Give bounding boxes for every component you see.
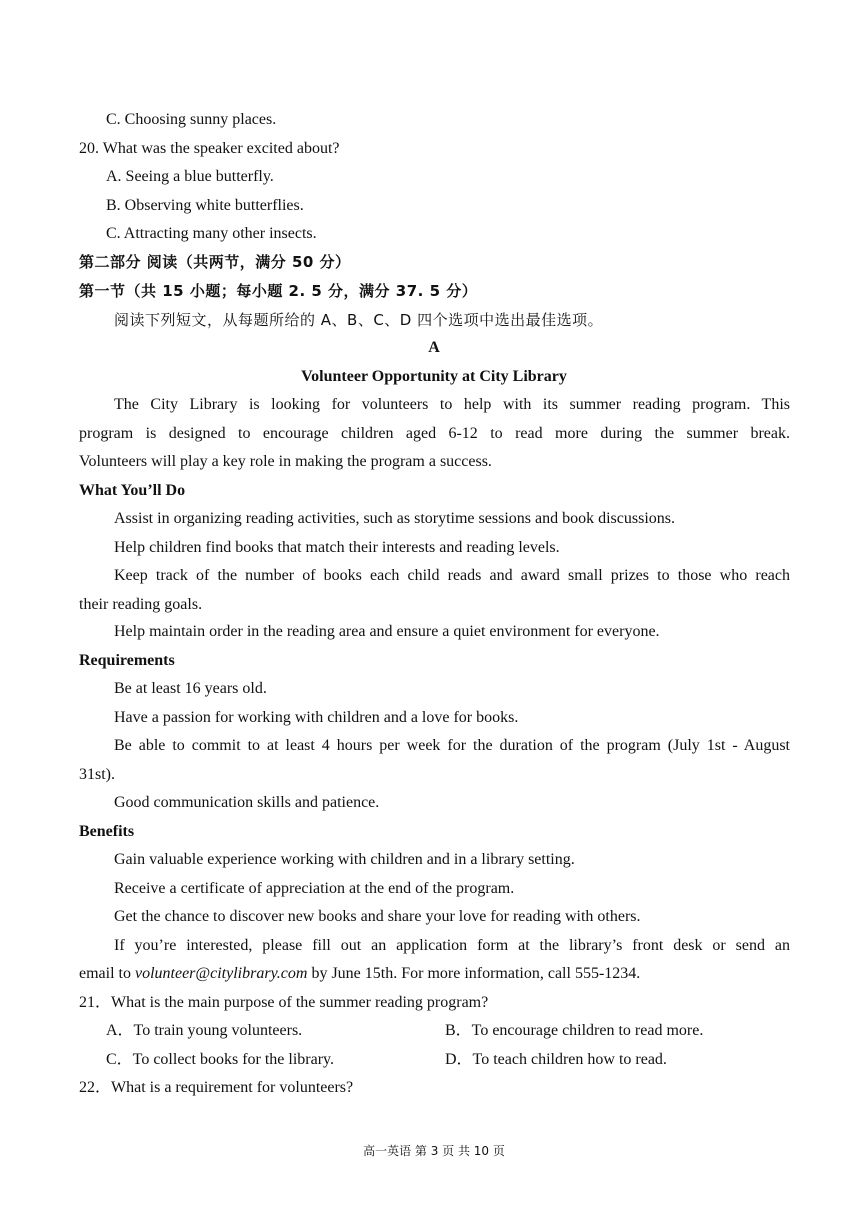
q22-stem: 22．What is a requirement for volunteers?: [79, 1079, 354, 1096]
q21-option-a: A．To train young volunteers.: [106, 1022, 303, 1039]
q19-option-c: C. Choosing sunny places.: [106, 111, 277, 128]
part2-heading: 第二部分 阅读（共两节，满分 50 分）: [79, 253, 351, 271]
passage-title: Volunteer Opportunity at City Library: [301, 368, 567, 385]
instruction: 阅读下列短文，从每题所给的 A、B、C、D 四个选项中选出最佳选项。: [114, 311, 604, 329]
benefit-item-3: Get the chance to discover new books and share your love for reading with others.: [114, 908, 641, 925]
contact-email: volunteer@citylibrary.com: [134, 965, 308, 982]
closing-line-2: [79, 964, 640, 984]
requirements-heading: Requirements: [79, 652, 175, 669]
passage-letter: A: [428, 339, 440, 356]
what-heading: What You’ll Do: [79, 482, 186, 499]
intro-line-3: Volunteers will play a key role in making the program a success.: [79, 453, 492, 470]
closing-prefix: email to: [79, 965, 135, 982]
closing-suffix: by June 15th. For more information, call 555-1234.: [307, 965, 641, 982]
intro-line-1: The City Library is looking for volunteers to help with its summer reading program. This: [114, 396, 790, 413]
page-footer: 高一英语 第 3 页 共 10 页: [363, 1144, 505, 1158]
q21-option-c: C．To collect books for the library.: [106, 1051, 335, 1068]
q20-option-b: B. Observing white butterflies.: [106, 197, 304, 214]
q20-option-c: C. Attracting many other insects.: [106, 225, 317, 242]
req-item-3: Be able to commit to at least 4 hours per week for the duration of the program (July 1st - August: [114, 737, 790, 754]
q20-stem: 20. What was the speaker excited about?: [79, 140, 340, 157]
what-item-4: Help maintain order in the reading area and ensure a quiet environment for everyone.: [114, 623, 660, 640]
req-item-3-cont: 31st).: [79, 766, 115, 783]
benefit-item-2: Receive a certificate of appreciation at the end of the program.: [114, 880, 515, 897]
req-item-2: Have a passion for working with children and a love for books.: [114, 709, 519, 726]
req-item-1: Be at least 16 years old.: [114, 680, 267, 697]
q21-stem: 21．What is the main purpose of the summer reading program?: [79, 994, 489, 1011]
q20-option-a: A. Seeing a blue butterfly.: [106, 168, 274, 185]
what-item-3: Keep track of the number of books each child reads and award small prizes to those who reach: [114, 567, 790, 584]
what-item-2: Help children find books that match their interests and reading levels.: [114, 539, 560, 556]
q21-option-d: D．To teach children how to read.: [445, 1051, 667, 1068]
q21-option-b: B．To encourage children to read more.: [445, 1022, 704, 1039]
intro-line-2: program is designed to encourage children aged 6-12 to read more during the summer break.: [79, 425, 790, 442]
benefits-heading: Benefits: [79, 823, 135, 840]
req-item-4: Good communication skills and patience.: [114, 794, 380, 811]
what-item-1: Assist in organizing reading activities, such as storytime sessions and book discussions.: [114, 510, 675, 527]
what-item-3-cont: their reading goals.: [79, 596, 203, 613]
section1-heading: 第一节（共 15 小题；每小题 2. 5 分，满分 37. 5 分）: [79, 282, 478, 300]
closing-line-1: If you’re interested, please fill out an application form at the library’s front desk or send an: [114, 937, 790, 954]
benefit-item-1: Gain valuable experience working with children and in a library setting.: [114, 851, 575, 868]
